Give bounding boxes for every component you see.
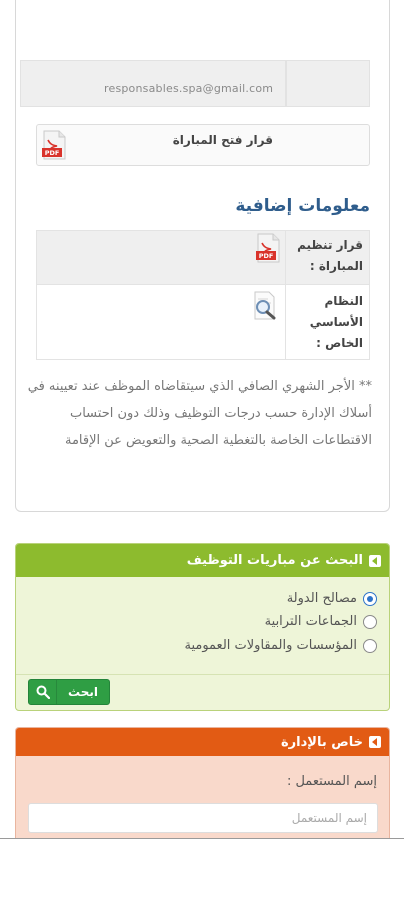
salary-note: ** الأجر الشهري الصافي الذي سيتقاضاه الموظف عند تعيينه في أسلاك الإدارة حسب درجات التوظيف وذلك دون احتساب الاقتطاعات الخاصة بالتغطية الصحية والتعويض عن الإقامة bbox=[27, 379, 372, 448]
radio-label: المؤسسات والمقاولات العمومية bbox=[184, 638, 357, 653]
info-label-statute: النظام الأساسي الخاص : bbox=[309, 294, 363, 350]
admin-panel-title: خاص بالإدارة bbox=[281, 734, 363, 750]
search-button-label: ابحث bbox=[68, 685, 98, 699]
caret-left-icon bbox=[369, 736, 381, 748]
radio-button[interactable] bbox=[363, 639, 377, 653]
decision-open-label: قرار فتح المباراة bbox=[172, 133, 273, 147]
contact-label-cell bbox=[286, 60, 370, 107]
additional-info-table bbox=[36, 230, 370, 360]
caret-left-icon bbox=[369, 555, 381, 567]
search-panel-footer bbox=[16, 674, 389, 711]
admin-panel-header[interactable] bbox=[16, 728, 389, 756]
pdf-icon[interactable] bbox=[255, 233, 281, 263]
table-divider bbox=[285, 231, 286, 359]
radio-option-public-institutions[interactable] bbox=[184, 638, 377, 653]
radio-label: الجماعات الترابية bbox=[264, 614, 357, 629]
radio-button[interactable] bbox=[363, 592, 377, 606]
viewport-bottom-divider bbox=[0, 838, 404, 839]
search-competitions-panel bbox=[15, 543, 390, 711]
radio-label: مصالح الدولة bbox=[286, 591, 357, 606]
username-label: إسم المستعمل : bbox=[286, 774, 377, 789]
radio-option-territorial-communities[interactable] bbox=[265, 614, 377, 629]
magnifier-document-icon[interactable] bbox=[251, 291, 279, 321]
radio-button[interactable] bbox=[363, 615, 377, 629]
contact-email[interactable]: responsables.spa@gmail.com bbox=[104, 82, 274, 95]
search-panel-header[interactable] bbox=[16, 544, 389, 577]
additional-info-title: معلومات إضافية bbox=[235, 196, 370, 216]
search-panel-title: البحث عن مباريات التوظيف bbox=[186, 553, 363, 568]
username-input[interactable] bbox=[28, 803, 378, 833]
svg-text:PDF: PDF bbox=[44, 149, 60, 157]
search-button[interactable] bbox=[28, 679, 110, 705]
search-icon bbox=[29, 680, 57, 704]
decision-open-link[interactable] bbox=[36, 124, 370, 166]
info-label-decision: قرار تنظيم المباراة : bbox=[297, 238, 363, 273]
radio-option-state-services[interactable] bbox=[287, 591, 377, 606]
admin-login-panel bbox=[15, 727, 390, 838]
pdf-icon bbox=[41, 130, 67, 160]
svg-text:PDF: PDF bbox=[258, 252, 274, 260]
